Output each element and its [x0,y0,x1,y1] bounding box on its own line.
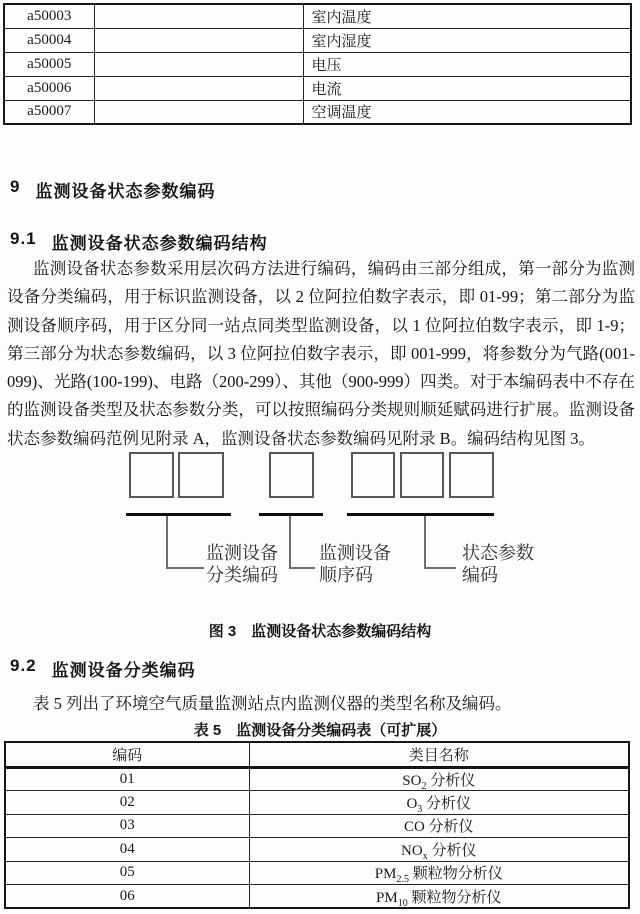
param-name: 室内温度 [303,4,631,28]
param-name: 电流 [303,76,631,100]
table-row [4,4,631,28]
code-digit-box [178,452,224,498]
connector-line [424,516,426,569]
diagram-label-status-parameter-code [462,542,534,586]
group-underline [126,513,231,516]
param-code: a50003 [4,4,94,28]
section-title: 监测设备状态参数编码结构 [51,234,268,253]
section-9-heading [10,177,215,202]
section-9-2-heading [10,656,196,681]
param-name: 空调温度 [303,100,631,124]
code-digit-box [400,452,444,498]
section-title: 监测设备状态参数编码 [35,182,216,201]
param-name: 室内湿度 [303,28,631,52]
param-name: 电压 [303,52,631,76]
label-line: 编码 [462,565,498,585]
device-name: $PM_{10}$ 颗粒物分析仪 [249,885,629,909]
section-number: 9.1 [10,229,37,248]
connector-line [289,516,291,569]
table-row [5,838,629,862]
device-name: $PM_{2.5}$ 颗粒物分析仪 [249,861,629,885]
section-title: 监测设备分类编码 [51,661,196,680]
label-line: 监测设备 [319,543,391,563]
section-number: 9 [10,177,21,196]
table-row [5,885,629,909]
group-underline [259,513,323,516]
column-header-category: 类目名称 [249,742,629,767]
device-code: 02 [5,791,249,815]
empty-cell [94,76,303,100]
connector-line [424,567,456,569]
empty-cell [94,100,303,124]
device-name: $SO_2$ 分析仪 [249,767,629,791]
device-name: $NO_x$ 分析仪 [249,838,629,862]
connector-line [166,567,204,569]
param-code: a50005 [4,52,94,76]
connector-line [289,567,315,569]
parameter-code-table [3,3,632,125]
device-code: 03 [5,814,249,838]
code-digit-box [351,452,395,498]
param-code: a50004 [4,28,94,52]
empty-cell [94,4,303,28]
label-line: 分类编码 [206,565,278,585]
param-code: a50006 [4,76,94,100]
diagram-label-sequence-code [319,542,391,586]
section-9-1-paragraph: 监测设备状态参数采用层次码方法进行编码，编码由三部分组成，第一部分为监测设备分类编码，用于标识监测设备，以 2 位阿拉伯数字表示，即 01-99；第二部分为监测设备顺序码，用于区分同一站点同类型监测设备，以 1 位阿拉伯数字表示，即 1-9；第三部分为状态参数编码，以 3 位阿拉伯数字表示，即 001-999，将参数分为气路(001-099)、光路(100-199)、电路（200-299）、其他（900-999）四类。对于本编码表中不存在的监测设备类型及状态参数分类，可以按照编码分类规则顺延赋码进行扩展。监测设备状态参数编码范例见附录 A，监测设备状态参数编码见附录 B。编码结构见图 3。 [7,259,635,448]
code-digit-box [269,452,314,498]
code-digit-box [129,452,174,498]
label-line: 监测设备 [206,543,278,563]
device-code: 06 [5,885,249,909]
section-9-2-paragraph: 表 5 列出了环境空气质量监测站点内监测仪器的类型名称及编码。 [33,694,512,713]
figure-3-caption: 图 3 监测设备状态参数编码结构 [208,623,432,640]
table-header-row [5,742,629,767]
label-line: 顺序码 [319,565,373,585]
table-row [5,861,629,885]
param-code: a50007 [4,100,94,124]
section-number: 9.2 [10,656,37,675]
empty-cell [94,52,303,76]
table-row [4,52,631,76]
empty-cell [94,28,303,52]
table-row [5,791,629,815]
table-row [4,100,631,124]
device-code: 04 [5,838,249,862]
code-digit-box [449,452,494,498]
table-row [4,76,631,100]
group-underline [347,513,494,516]
device-code: 01 [5,767,249,791]
table-5-caption: 表 5 监测设备分类编码表（可扩展） [193,722,447,739]
section-9-1-heading [10,229,268,254]
connector-line [166,516,168,569]
table-row [5,814,629,838]
device-name: CO 分析仪 [249,814,629,838]
diagram-label-classification-code [206,542,278,586]
device-code: 05 [5,861,249,885]
device-name: $O_3$ 分析仪 [249,791,629,815]
table-row [5,767,629,791]
column-header-code: 编码 [5,742,249,767]
device-classification-table [4,741,630,909]
table-row [4,28,631,52]
label-line: 状态参数 [462,543,534,563]
